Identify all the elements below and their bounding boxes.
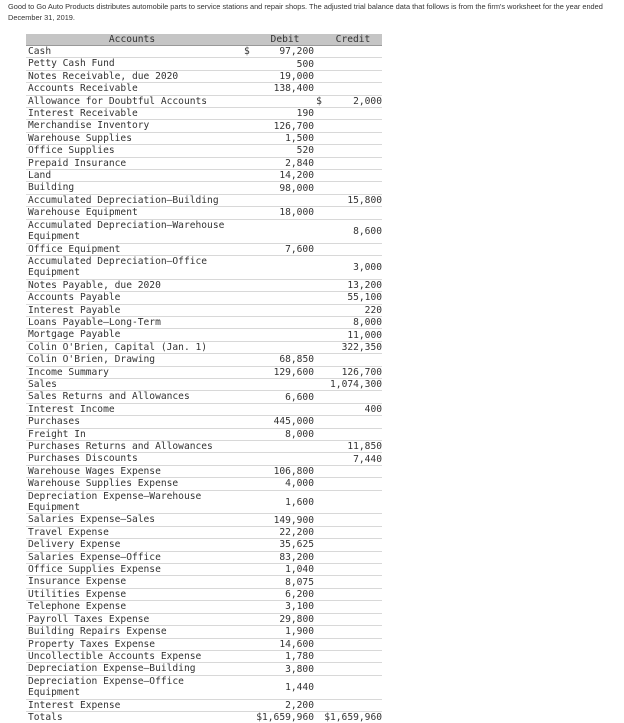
table-row xyxy=(26,552,382,564)
table-row xyxy=(26,280,382,292)
account-cell: Delivery Expense xyxy=(28,539,121,551)
account-cell: Payroll Taxes Expense xyxy=(28,613,150,625)
account-cell: Insurance Expense xyxy=(28,576,127,588)
account-cell: Colin O'Brien, Drawing xyxy=(28,354,156,366)
table-row xyxy=(26,46,382,58)
table-row xyxy=(26,626,382,638)
debit-cell: 1,780 xyxy=(285,651,314,663)
account-cell: Notes Receivable, due 2020 xyxy=(28,70,179,82)
table-row xyxy=(26,195,382,207)
table-row xyxy=(26,564,382,576)
debit-currency: $ xyxy=(244,46,250,58)
account-cell: Sales Returns and Allowances xyxy=(28,391,190,403)
credit-currency: $ xyxy=(316,95,322,107)
account-cell: Mortgage Payable xyxy=(28,329,121,341)
debit-cell: 8,075 xyxy=(285,576,314,588)
credit-cell: 1,074,300 xyxy=(330,379,382,391)
table-row xyxy=(26,71,382,83)
account-cell: Petty Cash Fund xyxy=(28,58,115,70)
debit-cell: 18,000 xyxy=(279,207,314,219)
debit-cell: 6,600 xyxy=(285,391,314,403)
table-row xyxy=(26,391,382,403)
table-row xyxy=(26,639,382,651)
table-row xyxy=(26,441,382,453)
table-row xyxy=(26,651,382,663)
account-cell: Cash xyxy=(28,46,52,57)
credit-cell: 220 xyxy=(364,304,382,316)
debit-cell: 83,200 xyxy=(279,551,314,563)
debit-cell: 8,000 xyxy=(285,428,314,440)
account-cell: Travel Expense xyxy=(28,526,109,538)
table-row xyxy=(26,404,382,416)
table-row xyxy=(26,96,382,108)
table-row xyxy=(26,478,382,490)
table-row xyxy=(26,379,382,391)
credit-cell: 15,800 xyxy=(347,195,382,207)
account-cell: Purchases Discounts xyxy=(28,453,138,465)
debit-cell: 2,200 xyxy=(285,699,314,711)
table-row xyxy=(26,158,382,170)
debit-cell: 3,800 xyxy=(285,663,314,675)
totals-label: Totals xyxy=(28,711,63,723)
table-row xyxy=(26,305,382,317)
table-row xyxy=(26,342,382,354)
account-cell: Loans Payable—Long-Term xyxy=(28,316,161,328)
table-row xyxy=(26,83,382,95)
debit-cell: 4,000 xyxy=(285,478,314,490)
account-cell: Land xyxy=(28,170,52,182)
account-cell: Interest Receivable xyxy=(28,108,138,120)
table-row xyxy=(26,133,382,145)
currency-spacer xyxy=(238,34,256,45)
credit-cell: 8,600 xyxy=(353,225,382,237)
debit-cell: 126,700 xyxy=(273,120,314,132)
table-row xyxy=(26,663,382,675)
debit-cell: 29,800 xyxy=(279,613,314,625)
account-cell: Allowance for Doubtful Accounts xyxy=(28,95,208,107)
table-row xyxy=(26,514,382,526)
table-row xyxy=(26,453,382,465)
account-cell: Accounts Payable xyxy=(28,292,121,304)
debit-cell: 97,200 xyxy=(279,46,314,58)
table-row xyxy=(26,676,382,700)
credit-cell: 13,200 xyxy=(347,279,382,291)
trial-balance-table xyxy=(26,34,382,723)
table-row xyxy=(26,700,382,712)
debit-cell: 106,800 xyxy=(273,466,314,478)
credit-cell: 3,000 xyxy=(353,261,382,273)
currency-spacer xyxy=(314,34,324,45)
account-cell: Salaries Expense—Sales xyxy=(28,514,156,526)
debit-cell: 14,200 xyxy=(279,170,314,182)
account-cell: Office Supplies Expense xyxy=(28,564,161,576)
table-row xyxy=(26,120,382,132)
credit-cell: 126,700 xyxy=(341,366,382,378)
table-row xyxy=(26,58,382,70)
debit-cell: 1,900 xyxy=(285,626,314,638)
account-cell: Property Taxes Expense xyxy=(28,638,156,650)
account-cell: Interest Income xyxy=(28,403,115,415)
credit-cell: 11,850 xyxy=(347,441,382,453)
account-cell: Sales xyxy=(28,378,57,390)
table-row xyxy=(26,576,382,588)
table-row xyxy=(26,601,382,613)
debit-cell: 68,850 xyxy=(279,354,314,366)
credit-cell: 400 xyxy=(364,403,382,415)
table-row xyxy=(26,466,382,478)
debit-cell: 14,600 xyxy=(279,638,314,650)
account-cell: Office Equipment xyxy=(28,243,121,255)
credit-total: $1,659,960 xyxy=(324,712,382,723)
credit-cell: 7,440 xyxy=(353,453,382,465)
account-cell: Utilities Expense xyxy=(28,588,127,600)
account-cell: Accumulated Depreciation—Office Equipment xyxy=(28,255,208,279)
account-cell: Building xyxy=(28,182,75,194)
account-cell: Notes Payable, due 2020 xyxy=(28,279,161,291)
debit-cell: 98,000 xyxy=(279,182,314,194)
table-row xyxy=(26,589,382,601)
account-cell: Telephone Expense xyxy=(28,601,127,613)
debit-cell: 6,200 xyxy=(285,589,314,601)
table-row xyxy=(26,220,382,244)
table-row xyxy=(26,170,382,182)
account-cell: Purchases Returns and Allowances xyxy=(28,441,213,452)
debit-cell: 520 xyxy=(296,145,314,157)
debit-header: Debit xyxy=(270,34,300,45)
table-row xyxy=(26,416,382,428)
table-row xyxy=(26,256,382,280)
account-cell: Colin O'Brien, Capital (Jan. 1) xyxy=(28,341,208,353)
table-row xyxy=(26,354,382,366)
debit-cell: 190 xyxy=(296,108,314,120)
credit-header: Credit xyxy=(335,34,371,45)
account-cell: Income Summary xyxy=(28,366,109,378)
table-row xyxy=(26,145,382,157)
debit-cell: 7,600 xyxy=(285,243,314,255)
debit-cell: 1,040 xyxy=(285,564,314,576)
debit-cell: 149,900 xyxy=(273,514,314,526)
debit-cell: 22,200 xyxy=(279,527,314,539)
account-cell: Office Supplies xyxy=(28,145,115,157)
table-row xyxy=(26,614,382,626)
debit-cell: 445,000 xyxy=(273,416,314,428)
account-cell: Prepaid Insurance xyxy=(28,157,127,169)
debit-cell: 138,400 xyxy=(273,83,314,95)
table-body xyxy=(26,46,382,712)
debit-cell: 3,100 xyxy=(285,601,314,613)
table-row xyxy=(26,207,382,219)
account-cell: Accounts Receivable xyxy=(28,83,138,95)
totals-row xyxy=(26,712,382,723)
account-cell: Depreciation Expense—Office Equipment xyxy=(28,675,184,699)
account-cell: Interest Payable xyxy=(28,304,121,316)
table-row xyxy=(26,429,382,441)
credit-cell: 55,100 xyxy=(347,292,382,304)
table-row xyxy=(26,539,382,551)
debit-cell: 1,600 xyxy=(285,496,314,508)
account-cell: Warehouse Wages Expense xyxy=(28,465,161,477)
table-row xyxy=(26,329,382,341)
debit-cell: 500 xyxy=(296,58,314,70)
table-row xyxy=(26,527,382,539)
account-cell: Depreciation Expense—Warehouse Equipment xyxy=(28,490,202,514)
debit-cell: 1,500 xyxy=(285,133,314,145)
table-header xyxy=(26,34,382,46)
account-cell: Uncollectible Accounts Expense xyxy=(28,650,202,662)
table-row xyxy=(26,491,382,515)
table-row xyxy=(26,182,382,194)
table-row xyxy=(26,367,382,379)
account-cell: Building Repairs Expense xyxy=(28,626,167,638)
account-cell: Interest Expense xyxy=(28,699,121,711)
credit-cell: 8,000 xyxy=(353,317,382,329)
account-cell: Accumulated Depreciation—Warehouse Equipment xyxy=(28,219,225,243)
credit-cell: 322,350 xyxy=(341,341,382,353)
debit-cell: 2,840 xyxy=(285,157,314,169)
account-cell: Warehouse Equipment xyxy=(28,207,138,219)
debit-cell: 1,440 xyxy=(285,681,314,693)
debit-total: $1,659,960 xyxy=(256,712,314,723)
debit-cell: 35,625 xyxy=(279,539,314,551)
credit-cell: 2,000 xyxy=(353,95,382,107)
table-row xyxy=(26,292,382,304)
account-cell: Freight In xyxy=(28,428,86,440)
account-cell: Purchases xyxy=(28,416,80,428)
account-cell: Warehouse Supplies xyxy=(28,132,132,144)
account-cell: Salaries Expense—Office xyxy=(28,551,161,563)
table-row xyxy=(26,244,382,256)
account-cell: Merchandise Inventory xyxy=(28,120,150,132)
account-cell: Accumulated Depreciation—Building xyxy=(28,194,219,206)
account-cell: Warehouse Supplies Expense xyxy=(28,478,179,490)
intro-text: Good to Go Auto Products distributes automobile parts to service stations and repair shops. The adjusted trial balance data that follows is from the firm's worksheet for the year ended December 31, 2019. xyxy=(8,2,603,22)
credit-cell: 11,000 xyxy=(347,329,382,341)
table-row xyxy=(26,108,382,120)
table-row xyxy=(26,317,382,329)
debit-cell: 19,000 xyxy=(279,71,314,83)
account-cell: Depreciation Expense—Building xyxy=(28,663,196,675)
accounts-header: Accounts xyxy=(108,34,156,45)
debit-cell: 129,600 xyxy=(273,366,314,378)
